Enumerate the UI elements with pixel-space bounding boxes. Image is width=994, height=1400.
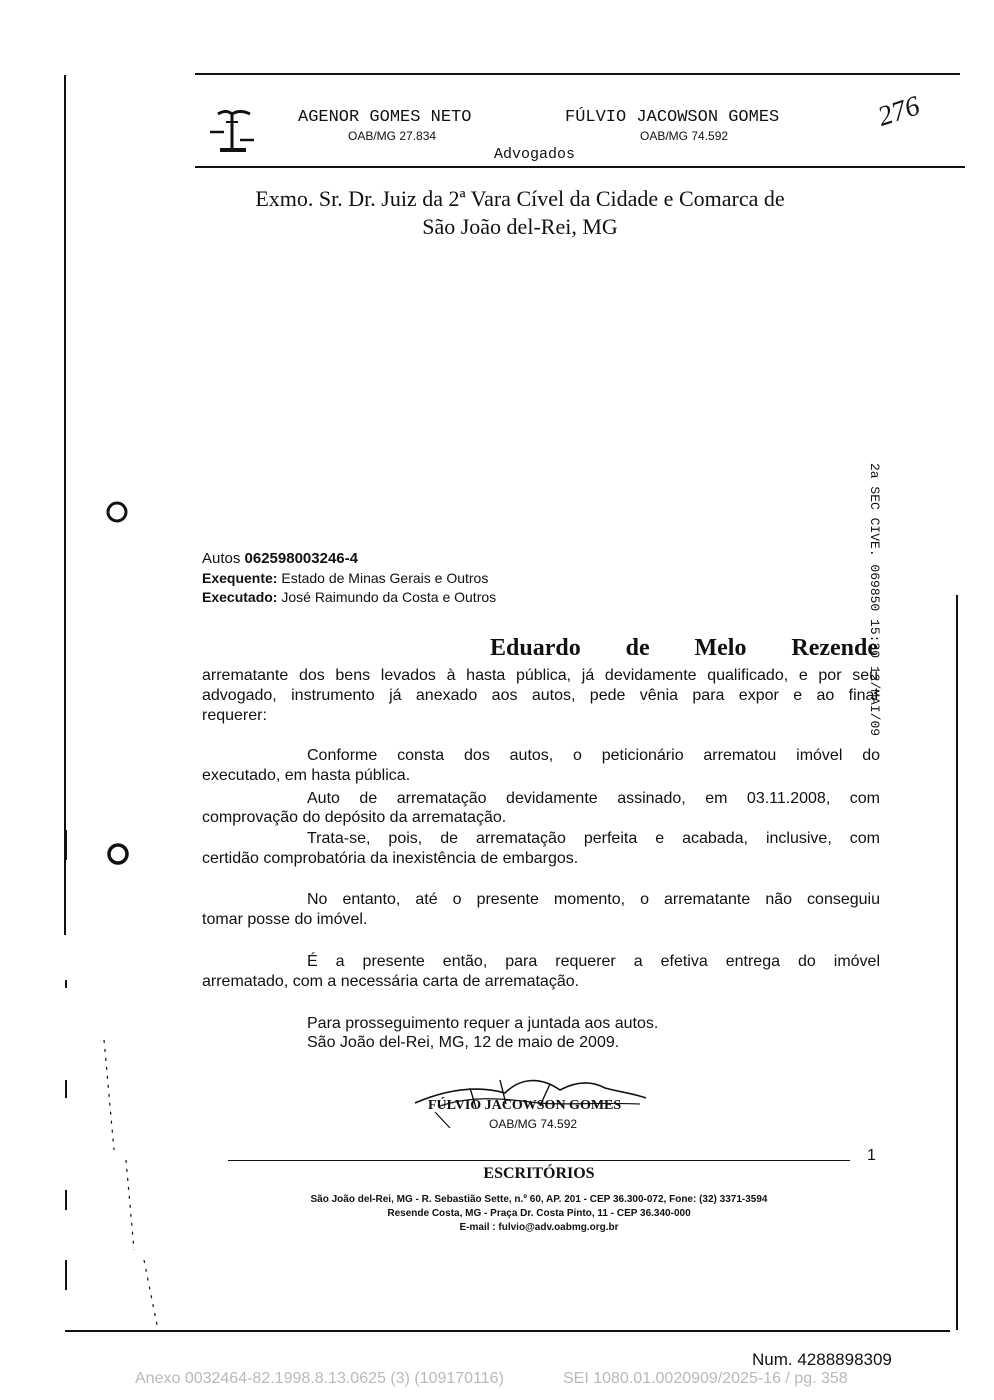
p1-line1: Conforme consta dos autos, o peticionário arrematou imóvel do: [307, 747, 880, 764]
addressee-line2: São João del-Rei, MG: [422, 214, 618, 239]
lawyer1-oab: OAB/MG 27.834: [348, 129, 437, 143]
lawyer1-name: AGENOR GOMES NETO: [298, 108, 472, 127]
autos-number: 062598003246-4: [244, 550, 358, 567]
lawyer2-oab: OAB/MG 74.592: [640, 129, 729, 143]
letterhead-divider: [195, 166, 965, 168]
signer-name: FÚLVIO JACOWSON GOMES: [428, 1098, 622, 1113]
autos-label: Autos: [202, 550, 241, 567]
handwritten-page-mark: 276: [874, 90, 924, 133]
exequente-value: Estado de Minas Gerais e Outros: [281, 570, 489, 586]
p6-line: Para prosseguimento requer a juntada aos autos.: [307, 1015, 659, 1032]
sei-reference: SEI 1080.01.0020909/2025-16 / pg. 358: [563, 1370, 848, 1387]
intro-line3: requerer:: [202, 707, 267, 724]
executado-value: José Raimundo da Costa e Outros: [281, 589, 497, 605]
case-autos: [202, 550, 358, 567]
page-number: 1: [867, 1147, 876, 1164]
case-executado: [202, 589, 496, 605]
p5-line2: arrematado, com a necessária carta de arrematação.: [202, 973, 580, 990]
annex-reference: Anexo 0032464-82.1998.8.13.0625 (3) (109170116): [135, 1370, 504, 1387]
top-border: [195, 73, 960, 75]
scan-tick-marks: [60, 820, 170, 1340]
lawyer2-name: FÚLVIO JACOWSON GOMES: [565, 108, 780, 127]
petitioner-name-w4: Rezende: [791, 635, 878, 661]
addressee-line1: Exmo. Sr. Dr. Juiz da 2ª Vara Cível da Cidade e Comarca de: [255, 186, 785, 211]
intro-line2: advogado, instrumento já anexado aos autos, pede vênia para expor e ao final: [202, 687, 878, 704]
p3-line1: Trata-se, pois, de arrematação perfeita e acabada, inclusive, com: [307, 830, 880, 847]
footer-email: E-mail : fulvio@adv.oabmg.org.br: [459, 1222, 619, 1233]
signer-oab: OAB/MG 74.592: [489, 1117, 578, 1131]
p3-line2: certidão comprobatória da inexistência de embargos.: [202, 850, 579, 867]
petitioner-name-w2: de: [625, 635, 650, 661]
p4-line2: tomar posse do imóvel.: [202, 911, 368, 928]
p5-line1: É a presente então, para requerer a efetiva entrega do imóvel: [307, 953, 880, 970]
p1-line2: executado, em hasta pública.: [202, 767, 411, 784]
petitioner-name-w1: Eduardo: [490, 635, 581, 661]
right-margin-line: [956, 595, 958, 1330]
footer-divider: [228, 1160, 850, 1161]
receipt-stamp: 2a SEC CIVE. 069850 15:30 12/MAI/09: [867, 463, 882, 737]
p4-line1: No entanto, até o presente momento, o arrematante não conseguiu: [307, 891, 880, 908]
place-date: São João del-Rei, MG, 12 de maio de 2009.: [307, 1034, 620, 1051]
hole-punch-top: [105, 500, 129, 524]
case-exequente: [202, 570, 488, 586]
petitioner-name-w3: Melo: [694, 635, 747, 661]
p2-line2: comprovação do depósito da arrematação.: [202, 809, 507, 826]
footer-address1: São João del-Rei, MG - R. Sebastião Sette, n.º 60, AP. 201 - CEP 36.300-072, Fone: (32) 3371-3594: [310, 1194, 768, 1205]
left-margin-line: [64, 75, 66, 935]
footer-heading: ESCRITÓRIOS: [483, 1165, 595, 1182]
advogados-label: Advogados: [494, 146, 576, 163]
bottom-border: [65, 1330, 950, 1332]
petitioner-name: [490, 635, 878, 662]
footer-address2: Resende Costa, MG - Praça Dr. Costa Pinto, 11 - CEP 36.340-000: [387, 1208, 691, 1219]
document-num-label: Num. 4288898309: [752, 1350, 892, 1369]
exequente-label: Exequente:: [202, 570, 278, 586]
intro-line1: arrematante dos bens levados à hasta pública, já devidamente qualificado, e por seu: [202, 667, 878, 684]
executado-label: Executado:: [202, 589, 278, 605]
scales-of-justice-icon: [208, 104, 268, 156]
p2-line1: Auto de arrematação devidamente assinado, em 03.11.2008, com: [307, 790, 880, 807]
